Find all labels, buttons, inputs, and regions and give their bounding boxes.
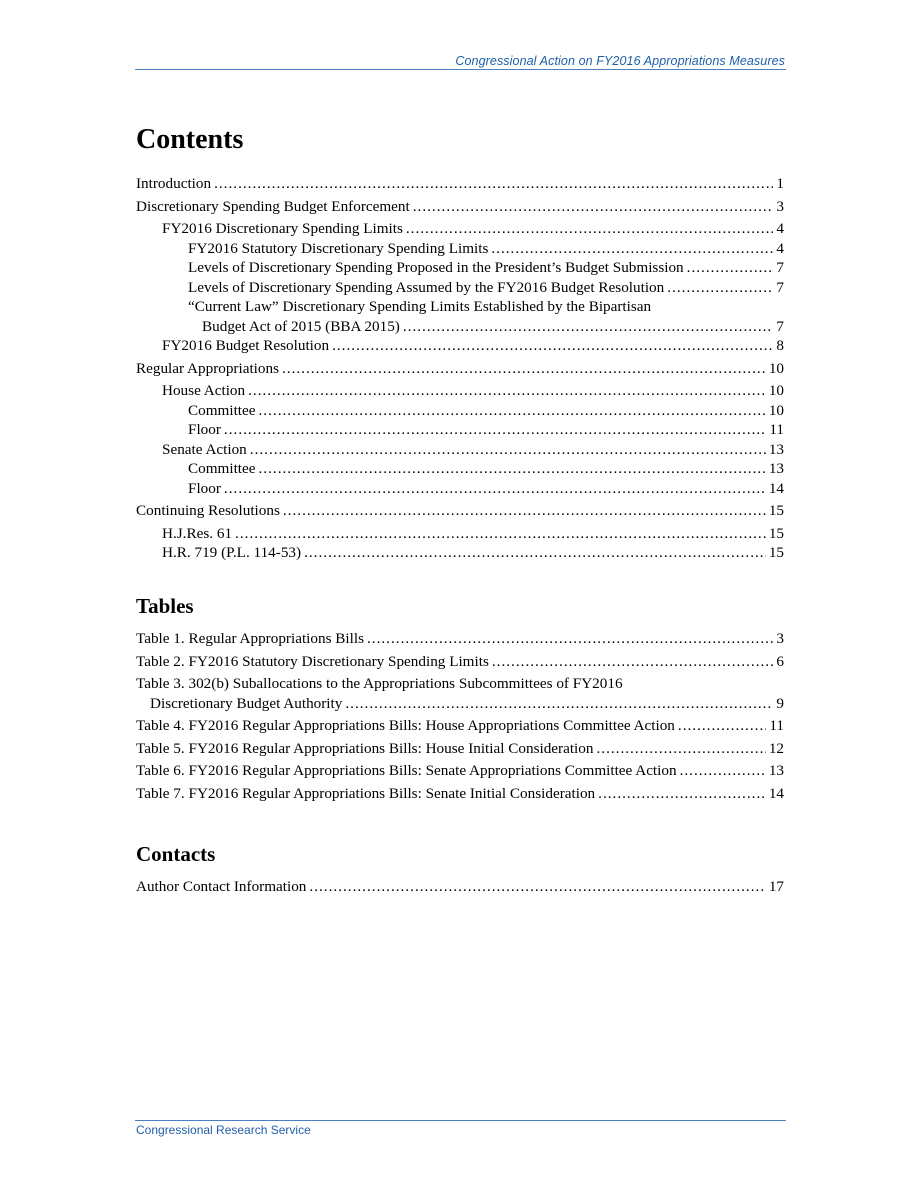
toc-entry[interactable]: Introduction ..... 1 [136,174,784,194]
toc-entry[interactable]: H.R. 719 (P.L. 114-53) ..... 15 [136,543,784,563]
toc-entry[interactable]: Senate Action ..... 13 [136,440,784,460]
toc-entry[interactable]: Committee ..... 13 [136,459,784,479]
toc-entry[interactable]: Floor ..... 14 [136,479,784,499]
contacts-list [136,877,784,897]
toc-entry[interactable]: Discretionary Spending Budget Enforcement ..... 3 [136,197,784,217]
table-entry[interactable]: Table 1. Regular Appropriations Bills ..... 3 [136,629,784,649]
contacts-heading: Contacts [136,842,216,866]
toc-entry[interactable]: House Action ..... 10 [136,381,784,401]
contact-entry[interactable]: Author Contact Information ..... 17 [136,877,784,897]
footer-text: Congressional Research Service [136,1123,311,1137]
toc-entry-line1: “Current Law” Discretionary Spending Limits Established by the Bipartisan [188,298,652,315]
toc-entry[interactable]: H.J.Res. 61 ..... 15 [136,524,784,544]
table-entry[interactable]: Table 3. 302(b) Suballocations to the Appropriations Subcommittees of FY2016 Discretionary Budget Authority ..... 9 [136,674,784,713]
header-rule [135,69,786,70]
contents-heading: Contents [136,124,244,155]
contents-list [136,174,784,563]
toc-entry[interactable]: Floor ..... 11 [136,420,784,440]
footer-rule [135,1120,786,1121]
table-entry[interactable]: Table 5. FY2016 Regular Appropriations Bills: House Initial Consideration ..... 12 [136,739,784,759]
toc-entry[interactable]: “Current Law” Discretionary Spending Limits Established by the Bipartisan Budget Act of 2015 (BBA 2015) ..... 7 [136,297,784,336]
toc-entry[interactable]: Levels of Discretionary Spending Proposed in the President’s Budget Submission ..... 7 [136,258,784,278]
toc-entry[interactable]: Regular Appropriations ..... 10 [136,359,784,379]
toc-entry[interactable]: FY2016 Discretionary Spending Limits ..... 4 [136,219,784,239]
tables-list [136,629,784,803]
toc-entry[interactable]: Levels of Discretionary Spending Assumed by the FY2016 Budget Resolution ..... 7 [136,278,784,298]
toc-entry[interactable]: FY2016 Statutory Discretionary Spending Limits ..... 4 [136,239,784,259]
table-entry[interactable]: Table 4. FY2016 Regular Appropriations Bills: House Appropriations Committee Action ..... 11 [136,716,784,736]
table-entry[interactable]: Table 7. FY2016 Regular Appropriations Bills: Senate Initial Consideration ..... 14 [136,784,784,804]
table-entry[interactable]: Table 2. FY2016 Statutory Discretionary Spending Limits ..... 6 [136,652,784,672]
toc-entry[interactable]: Continuing Resolutions ..... 15 [136,501,784,521]
toc-entry[interactable]: FY2016 Budget Resolution ..... 8 [136,336,784,356]
tables-heading: Tables [136,594,194,618]
table-entry[interactable]: Table 6. FY2016 Regular Appropriations Bills: Senate Appropriations Committee Action ..... 13 [136,761,784,781]
toc-entry[interactable]: Committee ..... 10 [136,401,784,421]
running-header: Congressional Action on FY2016 Appropriations Measures [455,54,785,68]
table-entry-line1: Table 3. 302(b) Suballocations to the Appropriations Subcommittees of FY2016 [136,675,623,692]
